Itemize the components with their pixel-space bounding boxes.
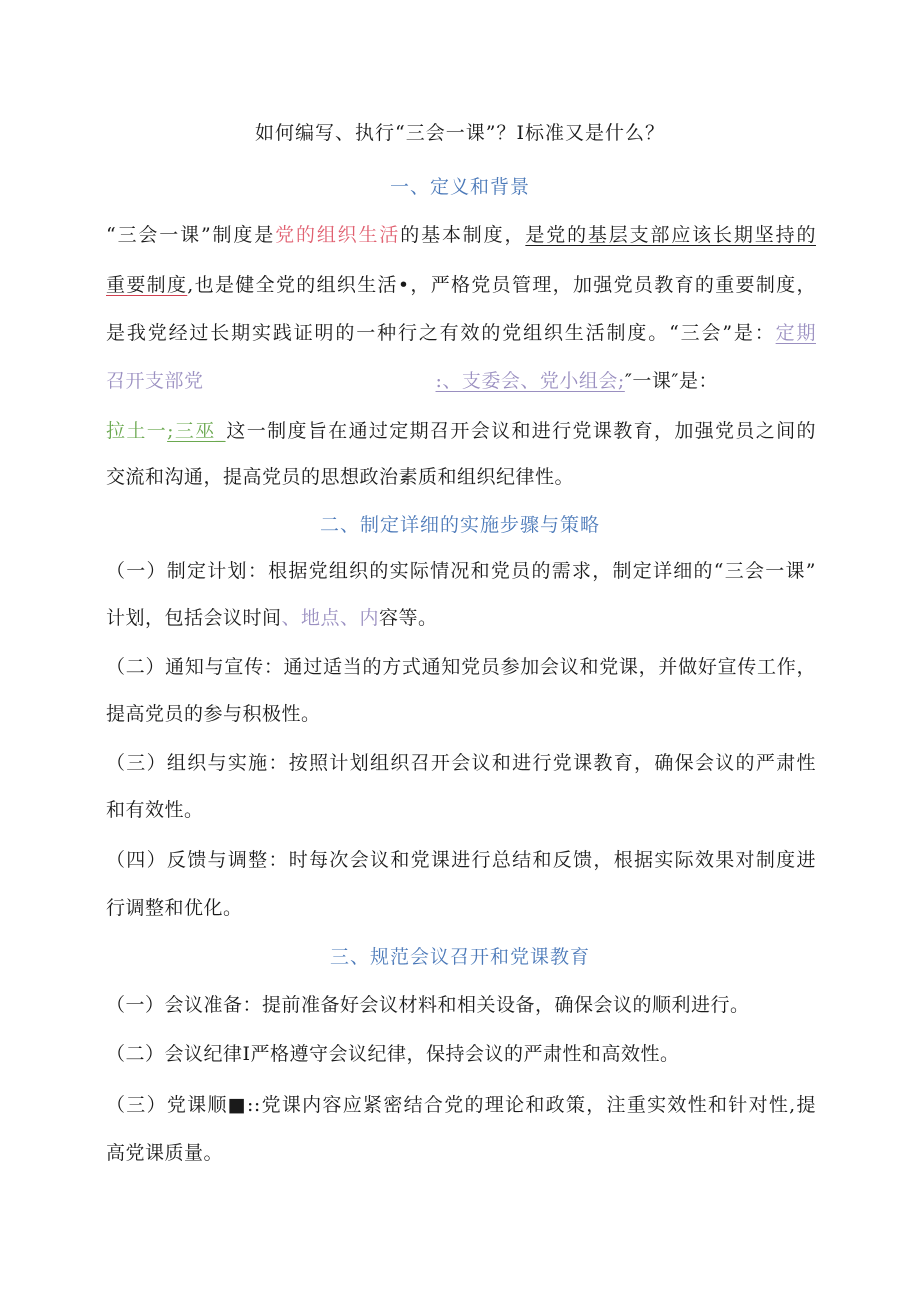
section-heading-definition: 一、定义和背景 [389, 176, 530, 198]
list-item-line: （三）党课顺■::党课内容应紧密结合党的理论和政策，注重实效性和针对性,提 [106, 1094, 816, 1116]
list-item-line [106, 603, 816, 630]
faded-text: 召开支部党 [106, 370, 204, 392]
list-item-line: 和有效性。 [106, 799, 204, 821]
paragraph-line [106, 318, 816, 345]
text-run: “三会一课”制度是 [106, 224, 276, 246]
paragraph-line: 交流和沟通，提高党员的思想政治素质和组织纪律性。 [106, 466, 575, 488]
document-title: 如何编写、执行“三会一课”？I标准又是什么？ [255, 122, 665, 144]
text-run: 是我党经过长期实践证明的一种行之有效的党组织生活制度。“三会”是： [106, 322, 776, 344]
paragraph-line [106, 270, 816, 297]
list-item-line: 高党课质量。 [106, 1142, 224, 1164]
highlight-red-text: 党的组织生活 [275, 224, 401, 246]
paragraph-line [106, 366, 816, 393]
section-heading-standards: 三、规范会议召开和党课教育 [329, 946, 590, 968]
green-underlined-text: ;三巫_ [167, 420, 226, 442]
text-run: ″一课″是： [624, 370, 719, 392]
faded-text: 、地点、内 [281, 607, 380, 629]
list-item-line: （二）会议纪律I严格遵守会议纪律，保持会议的严肃性和高效性。 [106, 1043, 680, 1065]
list-item-line: （一）会议准备：提前准备好会议材料和相关设备，确保会议的顺利进行。 [106, 994, 750, 1016]
faded-underlined-text: :、支委会、党小组会; [435, 370, 625, 392]
text-run: 容等。 [379, 607, 438, 629]
green-text: 拉土一 [106, 420, 168, 442]
underlined-text: 重要制度 [106, 274, 188, 296]
text-run: 计划，包括会议时间 [106, 607, 282, 629]
text-run: ,也是健全党的组织生活•，严格党员管理，加强党员教育的重要制度， [187, 274, 816, 296]
list-item-line: （四）反馈与调整：时每次会议和党课进行总结和反馈，根据实际效果对制度进 [106, 849, 816, 871]
list-item-line: 行调整和优化。 [106, 897, 243, 919]
list-item-line: （一）制定计划：根据党组织的实际情况和党员的需求，制定详细的“三会一课” [106, 560, 816, 582]
underlined-text: 是党的基层支部应该长期坚持的 [525, 224, 816, 246]
paragraph-line [106, 416, 816, 443]
faded-underlined-text: 定期 [775, 322, 816, 344]
list-item-line: （二）通知与宣传：通过适当的方式通知党员参加会议和党课，并做好宣传工作， [106, 656, 816, 678]
section-heading-steps: 二、制定详细的实施步骤与策略 [319, 514, 600, 536]
paragraph-line [106, 220, 816, 247]
text-run: 的基本制度， [400, 224, 526, 246]
list-item-line: （三）组织与实施：按照计划组织召开会议和进行党课教育，确保会议的严肃性 [106, 752, 816, 774]
list-item-line: 提高党员的参与积极性。 [106, 703, 321, 725]
text-run: 这一制度旨在通过定期召开会议和进行党课教育，加强党员之间的 [225, 420, 816, 442]
